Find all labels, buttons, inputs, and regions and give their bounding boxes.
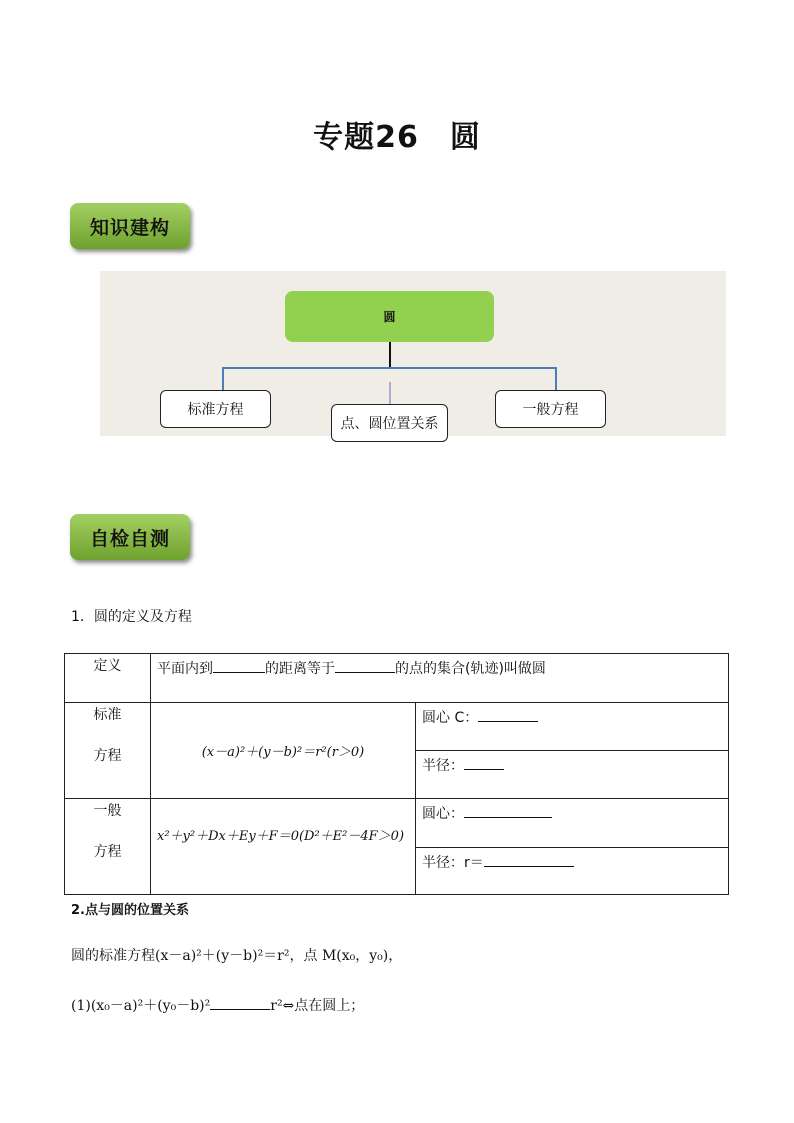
question-2-line-2-part: r²⇔点在圆上； [270,998,365,1014]
diagram-connector [222,367,556,369]
definition-text: 的距离等于 [265,661,335,677]
general-radius-cell [416,848,729,895]
diagram-node-position: 点、圆位置关系 [331,404,448,442]
section-badge-selfcheck: 自检自测 [70,514,190,560]
definition-text: 平面内到 [157,661,213,677]
general-label [65,799,151,895]
standard-label-line: 方程 [93,747,122,764]
definition-label: 定义 [65,654,151,703]
question-2-line-1: 圆的标准方程(x－a)²＋(y－b)²＝r²，点 M(x₀，y₀)， [71,948,403,964]
general-radius-label: 半径：r＝ [422,855,484,871]
diagram-node-general: 一般方程 [495,390,606,428]
diagram-connector [222,367,224,391]
standard-center-cell [416,703,729,751]
section-badge-knowledge: 知识建构 [70,203,190,249]
diagram-connector [555,367,557,391]
standard-center-label: 圆心 C： [422,710,479,726]
general-label-line: 一般 [93,803,122,819]
blank-line [210,997,270,1010]
question-2-line-2-part: (1)(x₀－a)²＋(y₀－b)² [71,998,211,1014]
blank-line [484,854,574,867]
circle-definition-table [64,653,729,895]
diagram-connector [389,382,391,404]
blank-line [464,757,504,770]
table-row [65,799,729,848]
diagram-node-standard: 标准方程 [160,390,271,428]
diagram-root-node: 圆 [285,291,494,342]
standard-equation: (x－a)²＋(y－b)²＝r²(r＞0) [151,703,416,799]
standard-label [65,703,151,799]
general-center-cell [416,799,729,848]
table-row [65,703,729,751]
general-equation: x²＋y²＋Dx＋Ey＋F＝0(D²＋E²－4F＞0) [151,799,416,895]
blank-line [464,805,552,818]
table-row [65,654,729,703]
blank-line [213,660,265,673]
definition-cell [151,654,729,703]
standard-radius-label: 半径： [422,758,464,774]
definition-text: 的点的集合(轨迹)叫做圆 [395,661,546,677]
blank-line [335,660,395,673]
standard-radius-cell [416,751,729,799]
blank-line [478,709,538,722]
question-1-heading: 1．圆的定义及方程 [71,609,192,625]
question-2-line-2 [71,995,364,1015]
diagram-connector [389,342,391,367]
general-label-line: 方程 [93,843,122,860]
standard-label-line: 标准 [93,707,122,723]
page-title: 专题26 圆 [313,120,481,155]
question-2-heading: 2.点与圆的位置关系 [71,903,189,918]
general-center-label: 圆心： [422,806,464,822]
